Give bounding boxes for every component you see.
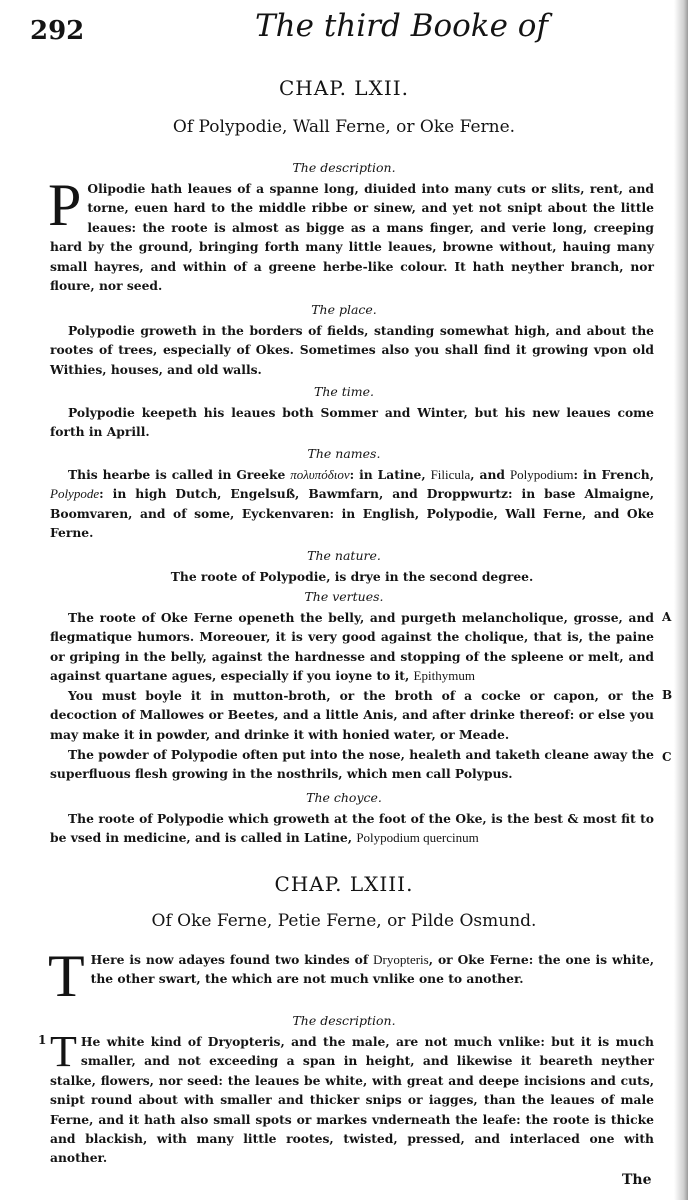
ch63-drop-cap: T (48, 943, 85, 1009)
ch62-nature-label: The nature. (307, 548, 381, 563)
chapter-63-heading: CHAP. LXIII. (274, 872, 414, 896)
ch62-vertues-c: The powder of Polypodie often put into the nose, healeth and taketh cleane away the superfluous flesh growing in the nosthrils, which men call Polypus. (50, 747, 654, 782)
choyce-body: The roote of Polypodie which groweth at the foot of the Oke, is the best & most fit to be vsed in medicine, and is called in Latine, (50, 811, 654, 846)
ch62-vertues-b: You must boyle it in mutton-broth, or the broth of a cocke or capon, or the decoction of Mallowes or Beetes, and a little Anis, and after drinke thereof: or else you may make it in powder, and drinke it with honied water, or Meade. (50, 688, 654, 742)
margin-letter-a: A (662, 610, 672, 624)
ch62-description-body: Olipodie hath leaues of a spanne long, diuided into many cuts or slits, rent, and torne, euen hard to the middle ribbe or sinew, and yet not snipt about the little leaues: the roote is almost as bigge as a mans finger, and verie long, creeping hard by the ground, bringing forth many little leaues, browne without, hauing many small hayres, and within of a greene herbe-like colour. It hath neyther branch, nor floure, nor seed. (50, 181, 654, 294)
ch63-intro-text (48, 943, 654, 1009)
names-part: : in French, (573, 467, 655, 482)
names-part: , and (470, 467, 510, 482)
ch62-place-label: The place. (311, 302, 377, 317)
ch62-choyce-text (50, 809, 654, 848)
ch62-description-label: The description. (292, 160, 396, 175)
choyce-latin: Polypodium quercinum (356, 830, 479, 846)
margin-number-1: 1 (38, 1033, 47, 1047)
ch62-nature-text: The roote of Polypodie, is drye in the second degree. (170, 569, 534, 584)
ch62-time-label: The time. (313, 384, 374, 399)
intro-latin: Dryopteris (373, 952, 429, 967)
names-latin: Filicula (430, 467, 471, 482)
ch63-description-cap: T (50, 1027, 77, 1076)
ch62-vertues-a (50, 608, 654, 686)
chapter-63-title: Of Oke Ferne, Petie Ferne, or Pilde Osmund. (151, 911, 537, 931)
ch63-description-text (50, 1027, 654, 1168)
chapter-62-heading: CHAP. LXII. (279, 76, 409, 100)
running-header (0, 8, 688, 48)
ch62-drop-cap: P (48, 172, 82, 238)
ch63-description-label: The description. (292, 1013, 396, 1028)
chapter-62-title: Of Polypodie, Wall Ferne, or Oke Ferne. (172, 117, 516, 137)
ch62-place-text: Polypodie groweth in the borders of fields, standing somewhat high, and about the rootes of trees, especially of Okes. Sometimes also you shall find it growing vpon old Withies, houses, and old walls. (50, 323, 654, 377)
book-title: The third Booke of (255, 8, 548, 44)
ch62-choyce-label: The choyce. (306, 790, 382, 805)
names-french: Polypode (50, 486, 100, 502)
page-number: 292 (30, 16, 85, 46)
ch63-description-body: He white kind of Dryopteris, and the male, are not much vnlike: but it is much smaller, and not exceeding a span in height, and likewise it beareth neyther stalke, flowers, nor seed: the leaues be white, with great and deepe incisions and cuts, snipt round about with smaller and thicker snips or iagges, than the leaues of male Ferne, and it hath also small spots or markes vnderneath the leafe: the roote is thicke and blackish, with many little rootes, twisted, pressed, and interlaced one with another. (50, 1034, 654, 1166)
intro-body: Here is now adayes found two kindes of (90, 952, 374, 967)
ch62-vertues-label: The vertues. (304, 589, 384, 604)
ch62-time-text: Polypodie keepeth his leaues both Sommer and Winter, but his new leaues come forth in Aprill. (50, 405, 654, 440)
names-greek: πολυπόδιον (290, 467, 350, 482)
names-part: This hearbe is called in Greeke (68, 467, 291, 482)
vertues-epithymum: Epithymum (413, 668, 475, 684)
names-part: : in high Dutch, Engelsuß, Bawmfarn, and Droppwurtz: in base Almaigne, Boomvaren, and of some, Eyckenvaren: in English, Polypodie, Wall Ferne, and Oke Ferne. (50, 486, 654, 541)
ch62-description-text (48, 172, 654, 295)
margin-letter-c: C (662, 750, 672, 764)
names-part: : in Latine, (349, 467, 431, 482)
ch62-names-text (50, 465, 654, 543)
catchword: The (622, 1172, 652, 1188)
ch62-names-label: The names. (307, 446, 381, 461)
margin-letter-b: B (662, 688, 673, 702)
names-latin: Polypodium (509, 467, 574, 482)
intro-body: , or Oke Ferne: the one is white, the other swart, the which are not much vnlike one to another. (90, 952, 654, 987)
vertues-a-body: The roote of Oke Ferne openeth the belly, and purgeth melancholique, grosse, and flegmatique humors. Moreouer, it is very good against the cholique, that is, the paine or griping in the belly, against the hardnesse and stopping of the spleene or melt, and against quartane agues, especially if you ioyne to it, (50, 610, 654, 684)
